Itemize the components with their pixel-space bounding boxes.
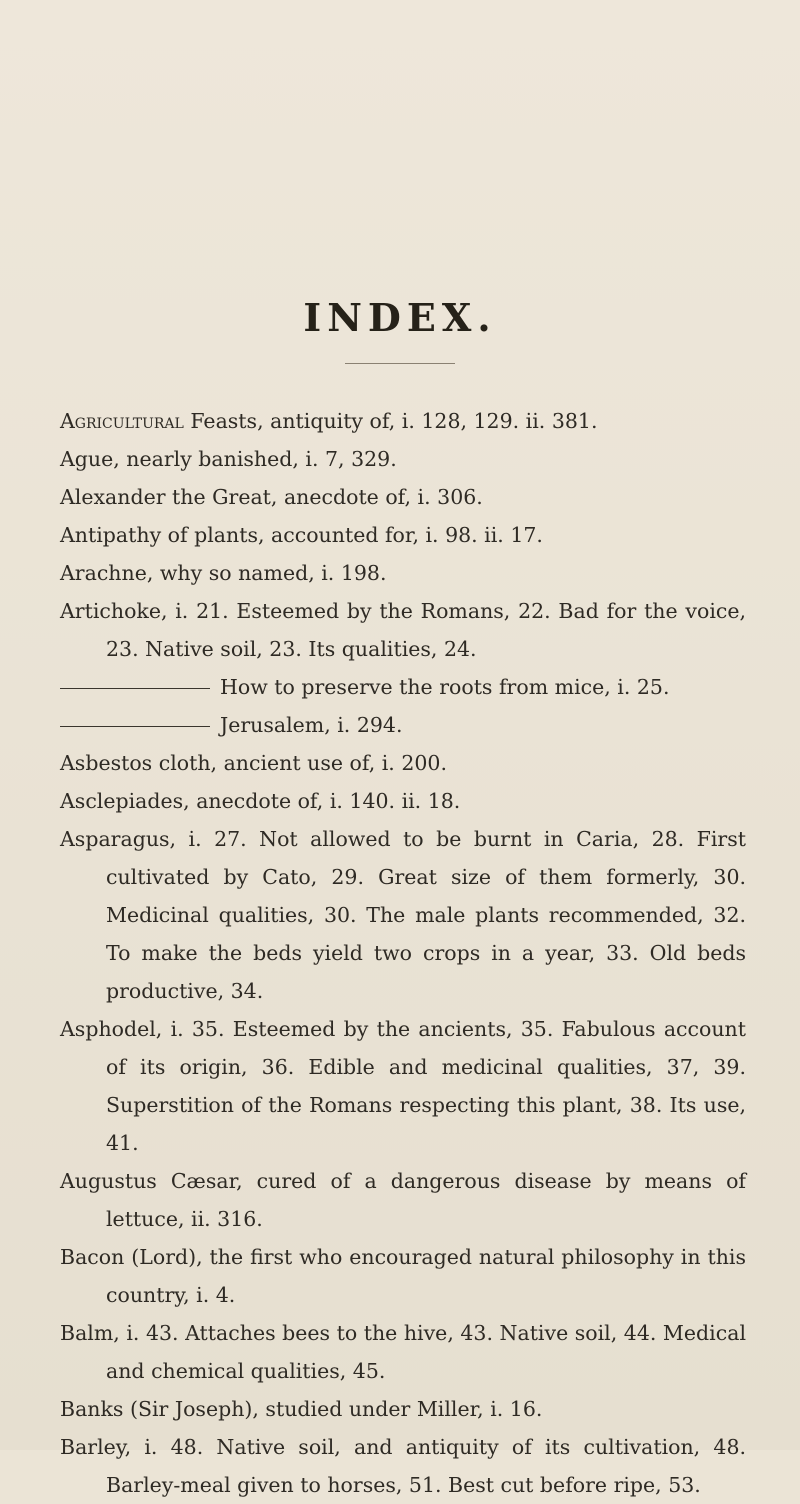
- entry-text: Feasts, antiquity of, i. 128, 129. ii. 381.: [183, 409, 598, 433]
- index-entry: Antipathy of plants, accounted for, i. 98. ii. 17.: [60, 523, 543, 547]
- index-entry: Asbestos cloth, ancient use of, i. 200.: [60, 751, 447, 775]
- index-entry: Bacon (Lord), the first who encouraged natural philosophy in this country, i. 4.: [60, 1245, 746, 1307]
- index-entry: Banks (Sir Joseph), studied under Miller, i. 16.: [60, 1397, 543, 1421]
- index-entry: [60, 402, 746, 440]
- ditto-rule: [60, 688, 210, 689]
- index-entry: Ague, nearly banished, i. 7, 329.: [60, 447, 397, 471]
- subentry-text: Jerusalem, i. 294.: [220, 713, 403, 737]
- index-entry: Augustus Cæsar, cured of a dangerous disease by means of lettuce, ii. 316.: [60, 1169, 746, 1231]
- index-entry: Asclepiades, anecdote of, i. 140. ii. 18.: [60, 789, 461, 813]
- entry-first-word: Agricultural: [60, 409, 184, 433]
- index-entry: Asphodel, i. 35. Esteemed by the ancients, 35. Fabulous account of its origin, 36. Edible and medicinal qualities, 37, 39. Superstition of the Romans respecting this plant, 38. Its use, 41.: [60, 1017, 746, 1155]
- ditto-rule: [60, 726, 210, 727]
- index-entry: Asparagus, i. 27. Not allowed to be burnt in Caria, 28. First cultivated by Cato, 29. Great size of them formerly, 30. Medicinal qualities, 30. The male plants recommended, 32. To make the beds yield two crops in a year, 33. Old beds productive, 34.: [60, 827, 746, 1003]
- index-entry: Barley, i. 48. Native soil, and antiquity of its cultivation, 48. Barley-meal given to horses, 51. Best cut before ripe, 53.: [60, 1435, 746, 1497]
- index-entry: Arachne, why so named, i. 198.: [60, 561, 387, 585]
- index-entry: Balm, i. 43. Attaches bees to the hive, 43. Native soil, 44. Medical and chemical qualities, 45.: [60, 1321, 746, 1383]
- page-title: INDEX.: [303, 295, 497, 340]
- title-rule: [345, 363, 455, 364]
- index-subentry: [60, 706, 746, 744]
- index-subentry: [60, 668, 746, 706]
- index-entry: Alexander the Great, anecdote of, i. 306.: [60, 485, 483, 509]
- index-entry: Artichoke, i. 21. Esteemed by the Romans, 22. Bad for the voice, 23. Native soil, 23. Its qualities, 24.: [60, 599, 746, 661]
- subentry-text: How to preserve the roots from mice, i. 25.: [220, 675, 670, 699]
- index-entries: [60, 402, 746, 1504]
